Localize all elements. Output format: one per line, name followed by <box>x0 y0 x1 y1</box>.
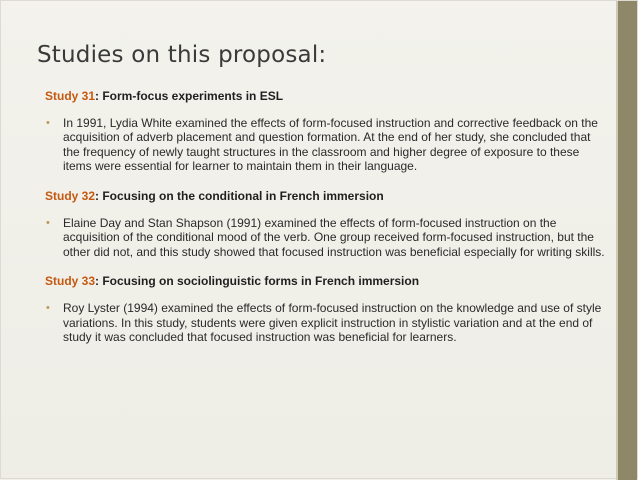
study-description: Roy Lyster (1994) examined the effects of form-focused instruction on the knowledge and use of style variations. In this study, students were given explicit instruction in stylistic variation and at the end of study it was concluded that focused instruction was beneficial for learners. <box>63 300 602 345</box>
study-number: Study 33 <box>45 274 96 289</box>
bullet-dot-icon: • <box>46 216 50 229</box>
study-title: : Focusing on the conditional in French immersion <box>95 188 384 203</box>
study-heading <box>45 274 605 289</box>
bullet-dot-icon: • <box>46 116 50 129</box>
study-title: : Form-focus experiments in ESL <box>95 89 284 103</box>
study-bullet <box>45 301 605 345</box>
study-bullet <box>45 116 605 174</box>
study-number: Study 31 <box>45 89 96 103</box>
bullet-dot-icon: • <box>46 301 50 314</box>
study-heading <box>45 89 605 104</box>
study-bullet <box>45 216 605 260</box>
study-number: Study 32 <box>45 188 96 203</box>
side-bar <box>618 1 637 480</box>
slide-title: Studies on this proposal: <box>37 42 327 68</box>
study-description: In 1991, Lydia White examined the effects of form-focused instruction and corrective feedback on the acquisition of adverb placement and question formation. At the end of her study, she concluded that the frequency of newly taught structures in the classroom and higher degree of exposure to these items were essential for learner to maintain them in their language. <box>63 115 598 174</box>
slide-content <box>45 89 605 360</box>
study-heading <box>45 189 605 204</box>
study-description: Elaine Day and Stan Shapson (1991) examined the effects of form-focused instruction on the acquisition of the conditional mood of the verb. One group received form-focused instruction, but the other did not, and this study showed that focused instruction was beneficial especially for writing skills. <box>63 215 605 259</box>
study-title: : Focusing on sociolinguistic forms in French immersion <box>95 274 420 289</box>
